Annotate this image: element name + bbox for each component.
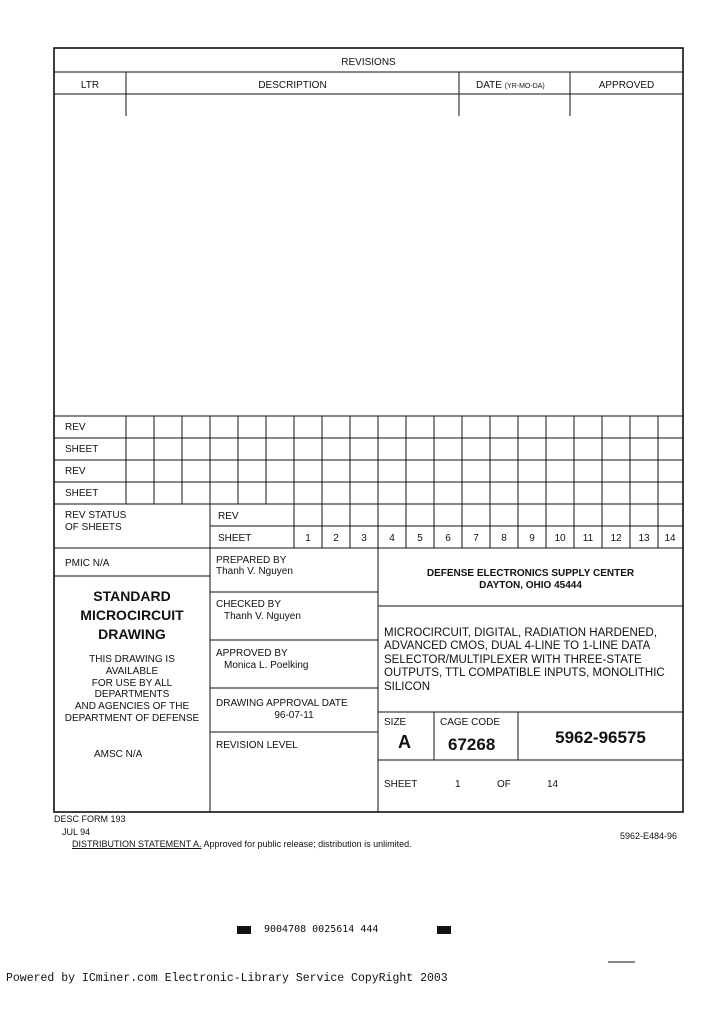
rev-status-rev-label: REV [218,511,239,522]
barcode-text: 9004708 0025614 444 [264,924,379,935]
column-date-label: DATE [476,80,502,91]
column-date-format: (YR-MO-DA) [504,83,545,90]
rev-status-line1: REV STATUS [65,510,127,521]
sheet-number: 4 [389,533,395,544]
size-label: SIZE [384,717,407,728]
size-value: A [398,732,411,752]
column-description: DESCRIPTION [258,80,327,91]
rev-status-sheet-label: SHEET [218,533,252,544]
powered-by-footer: Powered by ICminer.com Electronic-Library Service CopyRight 2003 [6,972,448,985]
description-line5: SILICON [384,681,431,693]
sheet-row-label-2: SHEET [65,488,99,499]
sheet-number: 8 [501,533,507,544]
of-value: 14 [547,779,559,790]
pmic-label: PMIC N/A [65,558,110,569]
prepared-by-label: PREPARED BY [216,555,287,566]
form-id-line2: JUL 94 [62,827,91,837]
availability-line5: AND AGENCIES OF THE [74,701,190,712]
column-approved: APPROVED [598,80,655,91]
sheet-number: 13 [638,533,650,544]
sheet-number: 11 [582,533,594,544]
approval-date-label: DRAWING APPROVAL DATE [216,698,348,709]
cage-code-value: 67268 [448,735,496,754]
sheet-number: 10 [554,533,566,544]
description-line4: OUTPUTS, TTL COMPATIBLE INPUTS, MONOLITHIC [384,667,665,679]
title-line1: STANDARD [93,588,171,604]
title-line3: DRAWING [98,626,166,642]
cage-code-label: CAGE CODE [440,717,501,728]
distribution-statement [72,838,412,850]
sheet-value: 1 [455,779,461,790]
prepared-by-name: Thanh V. Nguyen [216,566,293,577]
checked-by-label: CHECKED BY [216,599,282,610]
distribution-statement-label: DISTRIBUTION STATEMENT A. [72,839,202,849]
description-line3: SELECTOR/MULTIPLEXER WITH THREE-STATE [384,654,642,666]
rev-status-line2: OF SHEETS [65,522,122,533]
sheet-number: 6 [445,533,451,544]
rev-row-label: REV [65,422,86,433]
sheet-number: 12 [610,533,622,544]
column-ltr: LTR [80,80,100,91]
form-id-line1: DESC FORM 193 [54,814,126,824]
revision-level-label: REVISION LEVEL [216,740,298,751]
sheet-row-label: SHEET [65,444,99,455]
form-number: 5962-E484-96 [620,831,678,841]
title-line2: MICROCIRCUIT [80,607,184,623]
sheet-number: 2 [333,533,339,544]
availability-line4: DEPARTMENTS [94,689,170,700]
sheet-number: 14 [664,533,676,544]
sheet-label: SHEET [384,779,418,790]
availability-line2: AVAILABLE [105,666,159,677]
drawing-number: 5962-96575 [555,728,646,747]
availability-line6: DEPARTMENT OF DEFENSE [64,713,200,724]
of-label: OF [497,779,511,790]
sheet-number: 1 [305,533,311,544]
checked-by-name: Thanh V. Nguyen [224,611,301,622]
approved-by-label: APPROVED BY [216,648,288,659]
sheet-number: 5 [417,533,423,544]
agency-address: DAYTON, OHIO 45444 [479,580,582,591]
description-line1: MICROCIRCUIT, DIGITAL, RADIATION HARDENED, [384,627,658,639]
approval-date-value: 96-07-11 [274,710,314,721]
availability-line1: THIS DRAWING IS [89,654,175,665]
column-date [476,80,545,93]
approved-by-name: Monica L. Poelking [224,660,309,671]
availability-line3: FOR USE BY ALL [91,678,173,689]
sheet-number: 3 [361,533,367,544]
agency-name: DEFENSE ELECTRONICS SUPPLY CENTER [426,568,635,579]
distribution-statement-text: Approved for public release; distribution is unlimited. [203,839,412,849]
sheet-number: 7 [473,533,479,544]
revisions-title: REVISIONS [341,57,396,68]
sheet-number: 9 [529,533,535,544]
description-line2: ADVANCED CMOS, DUAL 4-LINE TO 1-LINE DATA [384,640,651,652]
rev-row-label-2: REV [65,466,86,477]
amsc-label: AMSC N/A [94,749,143,760]
